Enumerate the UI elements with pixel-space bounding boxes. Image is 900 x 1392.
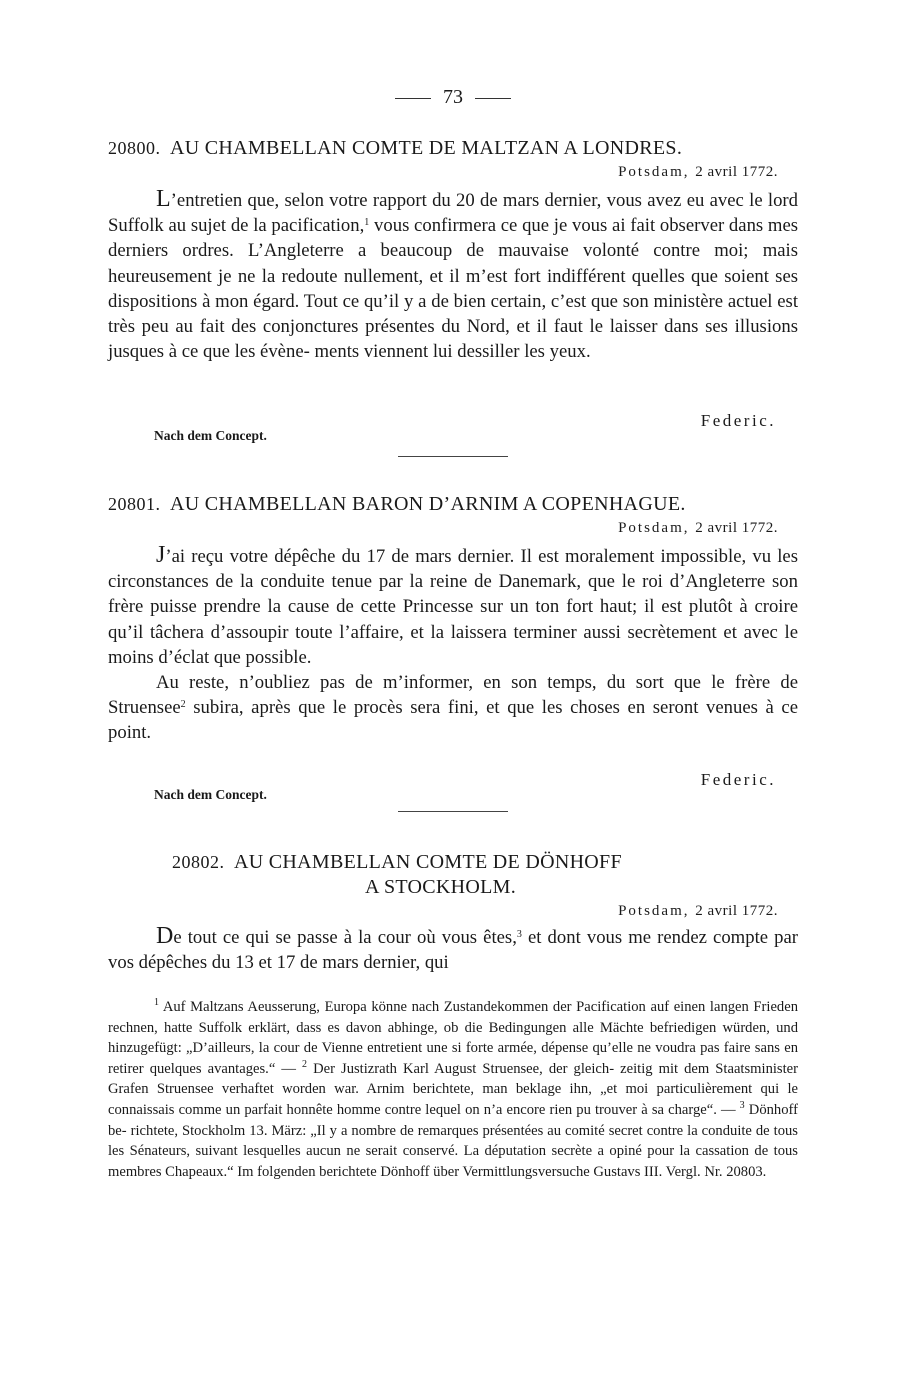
footnotes <box>108 997 798 1182</box>
letter-number: 20801. <box>108 494 161 514</box>
footnote-mark: 3 <box>516 929 522 940</box>
letter-addressee: AU CHAMBELLAN BARON D’ARNIM A COPENHAGUE. <box>170 493 686 515</box>
letter-addressee: AU CHAMBELLAN COMTE DE MALTZAN A LONDRES. <box>170 137 683 159</box>
letter-20802 <box>108 850 798 975</box>
paragraph: De tout ce qui se passe à la cour où vous êtes,$^3$ et dont vous me rendez compte par vos dépêches du 13 et 17 de mars dernier, qui <box>108 923 798 974</box>
letter-heading-line2: A STOCKHOLM. <box>365 876 517 898</box>
paragraph: J’ai reçu votre dépêche du 17 de mars dernier. Il est moralement impossible, vu les circonstances de la conduite tenue par la reine de Danemark, que le roi d’Angleterre son frère puisse prendre la cause de cette Princesse sur un ton fort haut; il est plutôt à croire qu’il tâchera d’assoupir toute l’affaire, et la laissera terminer aussi secrètement et avec le moins d’éclat que possible. <box>108 542 799 668</box>
page-number-dash-right <box>475 98 511 99</box>
dateline: Potsdam, 2 avril 1772. <box>618 164 778 180</box>
footnote-mark: 3 <box>739 1099 745 1111</box>
footnote-mark: 1 <box>154 997 159 1008</box>
letter-heading <box>108 492 798 517</box>
page-number: 73 <box>108 86 798 109</box>
letter-body <box>108 924 798 975</box>
signature: Federic. <box>700 770 776 789</box>
letter-body <box>108 543 798 746</box>
signature: Federic. <box>700 411 776 430</box>
page-number-dash-left <box>395 98 431 99</box>
letter-20801 <box>108 492 798 746</box>
footnote-mark: 2 <box>302 1058 308 1070</box>
footnote-mark: 2 <box>180 699 186 711</box>
paragraph: Au reste, n’oubliez pas de m’informer, en son temps, du sort que le frère de Struensee$^2$ subira, après que le procès sera fini, et que les choses en seront venues à ce point. <box>108 672 799 744</box>
source-note: Nach dem Concept. <box>154 428 267 443</box>
source-note: Nach dem Concept. <box>154 787 267 802</box>
section-divider <box>398 456 508 457</box>
letter-number: 20802. <box>172 852 225 872</box>
letter-heading <box>108 136 798 161</box>
letter-body <box>108 187 798 364</box>
paragraph: L’entretien que, selon votre rapport du 20 de mars dernier, vous avez eu avec le lord Suffolk au sujet de la pacification,$^1$ vous confirmera ce que je vous ai fait observer dans mes derniers ordres. L’Angleterre a beaucoup de mauvaise volonté contre moi; mais heureusement je ne la redoute nullement, et il m’est fort indifférent quelles que soient ses dispositions à mon égard. Tout ce qu’il y a de bien certain, c’est que son ministère actuel est très peu au fait des conjonctures présentes du Nord, et il faut le laisser dans ses illusions jusques à ce que les évène- ments viennent lui dessiller les yeux. <box>108 186 799 363</box>
dateline: Potsdam, 2 avril 1772. <box>618 903 778 919</box>
letter-addressee: AU CHAMBELLAN COMTE DE DÖNHOFF <box>234 851 622 873</box>
letter-20800 <box>108 136 798 364</box>
footnote-mark: 1 <box>364 217 370 229</box>
section-divider <box>398 811 508 812</box>
letter-number: 20800. <box>108 138 161 158</box>
dateline: Potsdam, 2 avril 1772. <box>618 520 778 536</box>
document-page <box>108 0 798 1392</box>
letter-heading <box>108 850 798 875</box>
footnote-text: $^1$ Auf Maltzans Aeusserung, Europa könne nach Zustandekommen der Pacification auf einen langen Frieden rechnen, hatte Suffolk erklärt, dass es davon abhinge, ob die Bedingungen alle Mächte befriedigen würden, und hinzugefügt: „D’ailleurs, la cour de Vienne entretient une si forte armée, dépense qu’elle ne voudra pas faire sans en retirer quelques avantages.“ — $^2$ Der Justizrath Karl August Struensee, der gleich- zeitig mit dem Staatsminister Grafen Struensee verhaftet worden war. Arnim berichtete, man beklage ihn, „et moi particulièrement qui le connaissais comme un parfait honnête homme contre lequel on n’a encore rien pu trouver à sa charge“. — $^3$ Dönhoff be- richtete, Stockholm 13. März: „Il y a nombre de remarques présentées au comité secret contre la conduite de tous les Sénateurs, suivant lesquelles aucun ne serait conservé. La députation secrète a opiné pour la cassation de tous membres Chapeaux.“ Im folgenden berichtete Dönhoff über Vermittlungsversuche Gustavs III. Vergl. Nr. 20803. <box>108 997 799 1180</box>
